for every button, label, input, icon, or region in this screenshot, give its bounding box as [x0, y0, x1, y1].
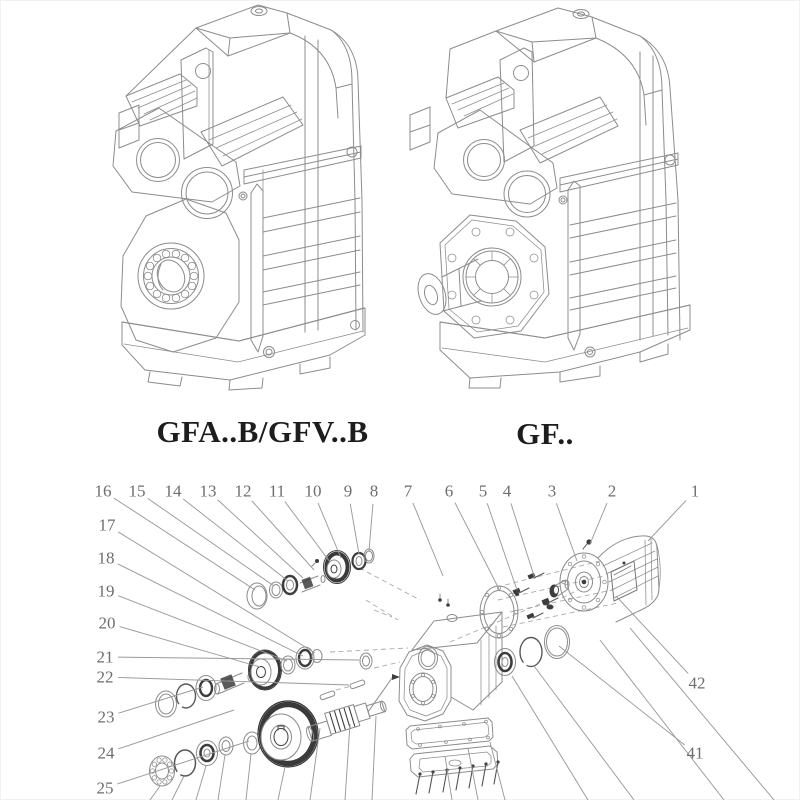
callout-number-3: 3: [547, 481, 557, 501]
callout-leader-14: [183, 499, 288, 581]
intermediate-bore: [182, 168, 233, 219]
callout-number-2: 2: [607, 481, 617, 501]
callout-leader-9: [350, 504, 359, 554]
housing-gasket: [406, 718, 493, 749]
callout-number-9: 9: [343, 481, 353, 501]
callout-number-19: 19: [97, 581, 115, 601]
callout-number-4: 4: [502, 481, 512, 501]
output-shaft-assembly: [150, 696, 390, 786]
iso-drawing-gf: [405, 0, 725, 398]
callout-number-5: 5: [478, 481, 488, 501]
callout-number-25: 25: [96, 778, 114, 798]
ball-bearing-balls: [150, 758, 173, 784]
callout-number-14: 14: [164, 481, 182, 501]
callout-leader-6: [455, 503, 499, 589]
model-label-gfab-gfvb: GFA..B/GFV..B: [156, 414, 369, 449]
input-bore: [464, 140, 505, 181]
callout-leader-10: [318, 503, 341, 558]
callout-number-7: 7: [403, 481, 413, 501]
callout-number-13: 13: [199, 481, 217, 501]
vent-plug: [251, 7, 267, 16]
callout-leader-21: [118, 657, 359, 660]
callout-leader-3: [556, 503, 577, 561]
callout-leader-1: [648, 500, 686, 541]
callout-leader-42: [616, 596, 688, 673]
terminal-box: [611, 561, 637, 601]
callout-number-10: 10: [304, 481, 322, 501]
motor: [560, 536, 660, 622]
callout-number-6: 6: [444, 481, 454, 501]
callout-leader-8: [369, 504, 373, 551]
callout-leader-24: [118, 710, 234, 749]
callout-number-42: 42: [688, 673, 706, 693]
callout-number-20: 20: [98, 613, 116, 633]
parallel-keys: [320, 679, 366, 700]
callout-leader-16: [114, 498, 255, 590]
callout-number-8: 8: [369, 481, 379, 501]
callout-number-15: 15: [128, 481, 146, 501]
callout-number-23: 23: [97, 707, 115, 727]
callout-number-21: 21: [96, 647, 114, 667]
callout-leader-7: [413, 503, 443, 576]
output-bearing-outer: [138, 243, 204, 309]
callout-leader-2: [590, 503, 607, 544]
callout-leader-18: [118, 564, 303, 656]
motor-pinion: [543, 580, 570, 610]
callout-leader-5: [487, 503, 517, 590]
callout-number-41: 41: [686, 743, 704, 763]
intermediate-bore: [504, 171, 550, 217]
model-label-gf: GF..: [516, 416, 574, 451]
callout-number-11: 11: [268, 481, 286, 501]
callout-leader-23: [118, 687, 203, 713]
callout-number-22: 22: [96, 667, 114, 687]
exploded-parts-diagram: [0, 470, 800, 800]
callout-number-17: 17: [98, 515, 116, 535]
iso-drawing-gfab-gfvb: [95, 0, 405, 398]
callout-leader-15: [148, 498, 274, 586]
input-shaft-assembly: [247, 549, 374, 609]
assembly-axes: [330, 561, 618, 690]
bore-bolt-holes: [412, 674, 435, 705]
bearing-spokes: [466, 251, 518, 303]
callout-number-24: 24: [97, 743, 115, 763]
callout-number-18: 18: [97, 548, 115, 568]
output-shaft: [413, 259, 481, 318]
callout-number-12: 12: [234, 481, 252, 501]
callout-leader-11: [285, 501, 330, 562]
callout-leader-13: [218, 500, 303, 578]
callout-leader-20: [119, 627, 260, 667]
cutoff-leader-lines: [150, 628, 774, 800]
lug-hole: [514, 66, 529, 81]
flange-bolt-holes: [448, 228, 538, 324]
lug-hole: [196, 64, 211, 79]
input-bore: [137, 139, 180, 182]
callout-leader-41: [559, 646, 685, 745]
callout-number-16: 16: [94, 481, 112, 501]
callout-leader-4: [511, 503, 535, 579]
callout-number-1: 1: [690, 481, 700, 501]
